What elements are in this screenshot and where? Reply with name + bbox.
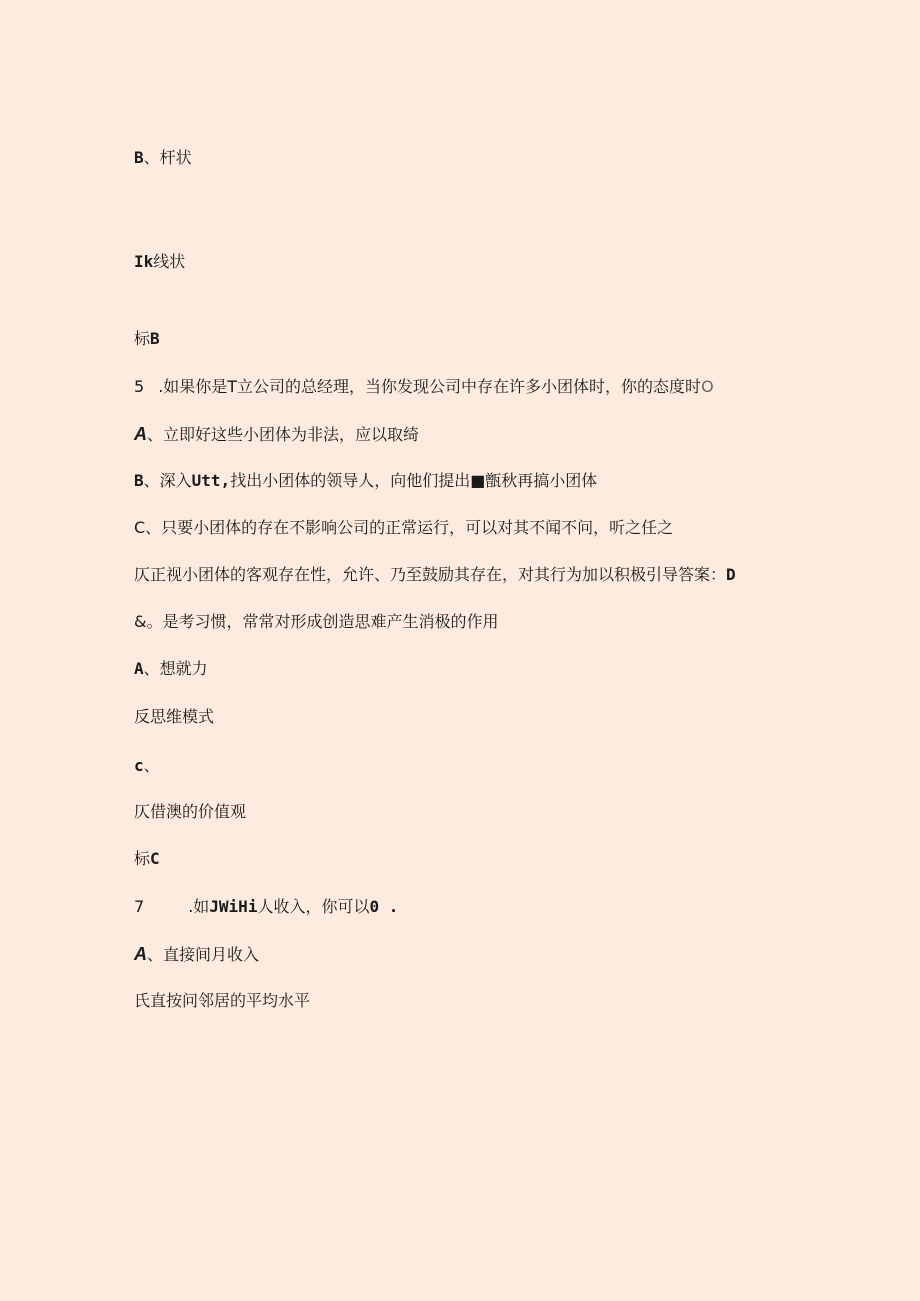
answer-c — [134, 849, 160, 869]
option-text: 、直接间月收入 — [147, 945, 260, 964]
q6-option-d — [134, 802, 246, 822]
option-letter: A — [134, 659, 144, 678]
q6-option-c — [134, 756, 160, 776]
q5-option-c — [134, 518, 673, 538]
option-mono-text: Utt, — [191, 471, 231, 490]
q5-option-b — [134, 471, 597, 491]
answer-letter: D — [726, 565, 736, 584]
q7-option-a — [134, 944, 259, 965]
option-text: 仄借澳的价值观 — [134, 802, 247, 821]
option-letter: Ik — [134, 252, 154, 271]
q6-option-b — [134, 707, 214, 727]
question-5 — [134, 377, 714, 397]
q6-option-a — [134, 659, 208, 679]
option-letter: c — [134, 756, 144, 775]
option-text: 线状 — [153, 252, 186, 271]
option-letter: B — [134, 148, 144, 167]
question-number: 7 — [134, 897, 145, 916]
answer-letter: C — [150, 849, 160, 868]
answer-letter: B — [150, 329, 160, 348]
question-end-mark: 0 . — [369, 897, 399, 916]
question-text-part2: 人收入，你可以 — [257, 897, 370, 916]
option-b-rod — [134, 148, 192, 168]
question-7 — [134, 897, 398, 917]
question-end-mark: O — [701, 377, 714, 396]
option-text: 、 — [143, 756, 160, 775]
option-text: C、只要小团体的存在不影响公司的正常运行，可以对其不闻不问，听之任之 — [134, 518, 674, 537]
question-6 — [134, 612, 498, 632]
question-text: .如果你是T立公司的总经理，当你发现公司中存在许多小团体时，你的态度时 — [158, 377, 702, 396]
option-text: 氏直按问邻居的平均水平 — [134, 991, 311, 1010]
question-mono-text: JWiHi — [209, 897, 258, 916]
answer-label: 标 — [134, 329, 151, 348]
question-text-part1: .如 — [188, 897, 210, 916]
option-text: 、想就力 — [143, 659, 208, 678]
answer-b — [134, 329, 160, 349]
option-letter: A — [134, 424, 147, 444]
option-text: 、杆状 — [143, 148, 192, 167]
q5-option-d — [134, 565, 736, 585]
question-number: 5 — [134, 377, 145, 396]
question-text: &。是考习惯，常常对形成创造思难产生消极的作用 — [134, 612, 499, 631]
q7-option-b — [134, 991, 310, 1011]
option-ik-line — [134, 252, 185, 272]
option-text-part2: 找出小团体的领导人，向他们提出■甑秋再搞小团体 — [230, 471, 598, 490]
option-text: 仄正视小团体的客观存在性，允许、乃至鼓励其存在，对其行为加以积极引导答案： — [134, 565, 727, 584]
option-text-part1: 、深入 — [143, 471, 192, 490]
option-letter: B — [134, 471, 144, 490]
answer-label: 标 — [134, 849, 151, 868]
option-letter: A — [134, 944, 147, 964]
option-text: 、立即好这些小团体为非法，应以取绮 — [147, 425, 420, 444]
q5-option-a — [134, 424, 419, 445]
option-text: 反思维模式 — [134, 707, 215, 726]
